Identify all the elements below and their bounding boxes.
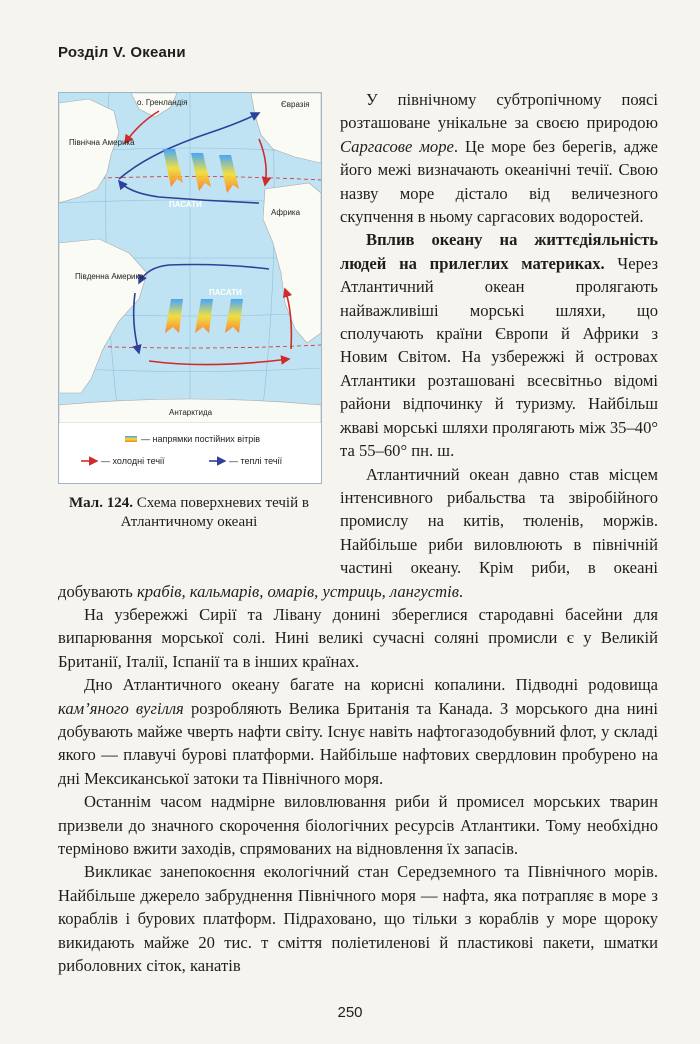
paragraph-minerals: Дно Атлантичного океану багате на корисні копалини. Підводні родовища кам’яного вугілля розробляють Велика Британія та Канада. З морського дна нині добувають майже чверть нафти світу. Існує навіть нафтогазодобувний флот, у складі якого — плавучі бурові платформи. Найбільше нафтових свердловин пробурено на дні Мексиканської затоки та Північного моря. [58,675,659,788]
paragraph-fishing: Атлантичний океан давно став місцем інтенсивного рибальства та звіробійного промислу на китів, тюленів, моржів. Найбільше риби виловлюють в північній частині океану. Крім риби, в океані добувають крабів, кальмарів, омарів, устриць, лангустів. [58,464,658,601]
label-eurasia: Євразія [281,100,310,109]
label-trade-winds-south: ПАСАТИ [209,288,242,297]
label-antarctica: Антарктида [169,408,213,417]
caption-number: Мал. 124. [69,495,133,511]
label-north-america: Північна Америка [69,138,135,147]
legend-warm: — теплі течії [229,456,283,466]
paragraph-overfishing: Останнім часом надмірне виловлювання риби й промисел морських тварин призвели до значного скорочення біологічних ресурсів Атлантики. Тому необхідно терміново вжити заходів, спрямованих на відновлення їх запасів. [58,792,658,858]
paragraph-ecology: Викликає занепокоєння екологічний стан Середземного та Північного морів. Найбільше джерело забруднення Північного моря — нафта, яка потрапляє в море з кораблів і бурових платформ. Підраховано, що тільки з кораблів у море щороку викидають майже 20 тис. т сміття поліетиленові й пластикові пакети, шматки риболовних сіток, канатів [58,862,658,976]
legend-winds: — напрямки постійних вітрів [141,434,260,444]
label-africa: Африка [271,208,301,217]
page-number: 250 [337,1004,363,1021]
body-text [58,88,658,977]
label-trade-winds-north: ПАСАТИ [169,200,202,209]
paragraph-salt: На узбережжі Сирії та Лівану донині збереглися стародавні басейни для випарювання морської солі. Нині великі сучасні соляні промисли є у Великій Британії, Італії, Іспанії та в інших країнах. [58,604,658,671]
paragraph-sargasso: У північному субтропічному поясі розташоване унікальне за своєю природою Саргасове море. Це море без берегів, адже його межі визначають океанічні течії. Свою назву море дістало від величезного скупчення в ньому саргасових водоростей. [340,90,659,227]
subheading-influence: Вплив океану на життєдіяльність людей на прилеглих материках. [340,230,658,273]
legend-cold: — холодні течії [101,456,165,466]
section-header: Розділ V. Океани [58,44,186,61]
label-greenland: о. Гренландія [137,98,188,107]
label-south-america: Південна Америка [75,272,144,281]
caption-text: Схема поверхневих течій в Атлантичному океані [120,495,309,530]
paragraph-influence: Вплив океану на життєдіяльність людей на прилеглих материках. Через Атлантичний океан пролягають найважливіші морські шляхи, що сполучають країни Європи й Африки з Новим Світом. На узбережжі й островах Атлантики розташовані всесвітньо відомі райони відпочинку й туризму. Найбільш жваві морські шляхи пролягають між 35–40° та 55–60° пн. ш. [340,230,658,461]
